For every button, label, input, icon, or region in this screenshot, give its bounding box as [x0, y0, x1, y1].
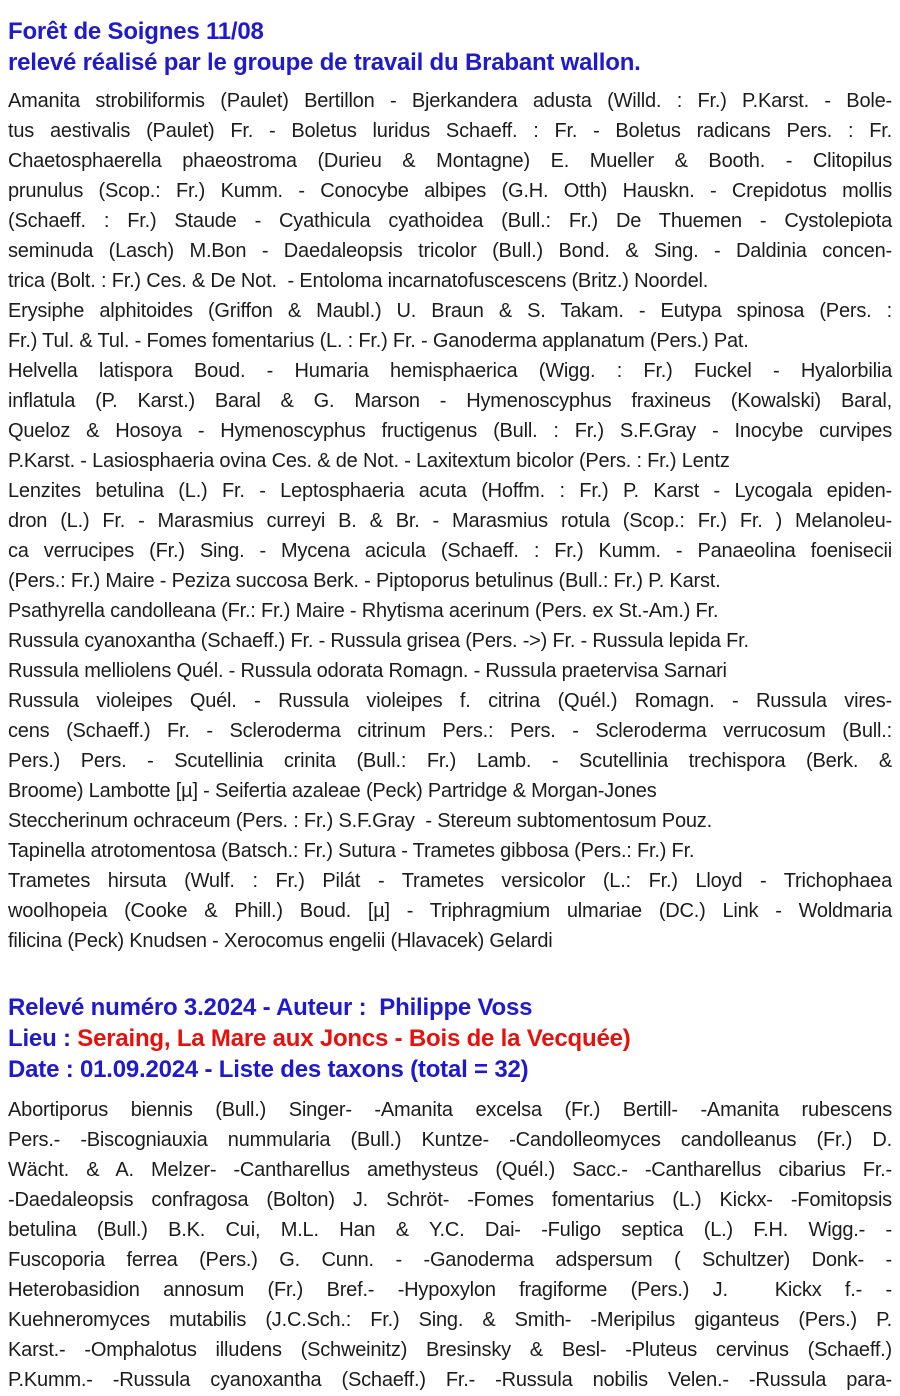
species-text-line: tus aestivalis (Paulet) Fr. - Boletus luridus Schaeff. : Fr. - Boletus radicans Pers. : Fr.	[8, 120, 892, 142]
survey-1-subtitle: relevé réalisé par le groupe de travail du Brabant wallon.	[8, 49, 641, 76]
survey-1-heading	[8, 16, 892, 78]
species-text-line: Fuscoporia ferrea (Pers.) G. Cunn. - -Ganoderma adspersum ( Schultzer) Donk- -	[8, 1249, 892, 1271]
species-text-line: seminuda (Lasch) M.Bon - Daedaleopsis tricolor (Bull.) Bond. & Sing. - Daldinia concen-	[8, 240, 892, 262]
species-text-line: Heterobasidion annosum (Fr.) Bref.- -Hypoxylon fragiforme (Pers.) J. Kickx f.- -	[8, 1279, 892, 1301]
species-text-line: Kuehneromyces mutabilis (J.C.Sch.: Fr.) Sing. & Smith- -Meripilus giganteus (Pers.) P.	[8, 1309, 892, 1331]
survey-2-title: Relevé numéro 3.2024 - Auteur : Philippe Voss	[8, 994, 533, 1021]
species-text-line: Russula cyanoxantha (Schaeff.) Fr. - Russula grisea (Pers. ->) Fr. - Russula lepida Fr.	[8, 630, 749, 652]
survey-1-title: Forêt de Soignes 11/08	[8, 18, 264, 45]
species-text-line: woolhopeia (Cooke & Phill.) Boud. [µ] - Triphragmium ulmariae (DC.) Link - Woldmaria	[8, 900, 892, 922]
species-text-line: Russula violeipes Quél. - Russula violeipes f. citrina (Quél.) Romagn. - Russula vires-	[8, 690, 892, 712]
species-text-line: P.Kumm.- -Russula cyanoxantha (Schaeff.) Fr.- -Russula nobilis Velen.- -Russula para-	[8, 1369, 892, 1391]
species-text-line: -Daedaleopsis confragosa (Bolton) J. Schröt- -Fomes fomentarius (L.) Kickx- -Fomitopsis	[8, 1189, 892, 1211]
species-text-line: Lenzites betulina (L.) Fr. - Leptosphaeria acuta (Hoffm. : Fr.) P. Karst - Lycogala epiden-	[8, 480, 892, 502]
species-text-line: P.Karst. - Lasiosphaeria ovina Ces. & de Not. - Laxitextum bicolor (Pers. : Fr.) Lentz	[8, 450, 730, 472]
species-text-line: filicina (Peck) Knudsen - Xerocomus engelii (Hlavacek) Gelardi	[8, 930, 553, 952]
species-text-line: Tapinella atrotomentosa (Batsch.: Fr.) Sutura - Trametes gibbosa (Pers.: Fr.) Fr.	[8, 840, 695, 862]
location-value: Seraing, La Mare aux Joncs - Bois de la Vecquée)	[77, 1025, 631, 1052]
survey-2-date-line: Date : 01.09.2024 - Liste des taxons (total = 32)	[8, 1056, 529, 1083]
species-text-line: trica (Bolt. : Fr.) Ces. & De Not. - Entoloma incarnatofuscescens (Britz.) Noordel.	[8, 270, 709, 292]
species-text-line: ca verrucipes (Fr.) Sing. - Mycena acicula (Schaeff. : Fr.) Kumm. - Panaeolina foenisecii	[8, 540, 892, 562]
species-text-line: cens (Schaeff.) Fr. - Scleroderma citrinum Pers.: Pers. - Scleroderma verrucosum (Bull.:	[8, 720, 892, 742]
species-text-line: Steccherinum ochraceum (Pers. : Fr.) S.F.Gray - Stereum subtomentosum Pouz.	[8, 810, 712, 832]
species-text-line: Chaetosphaerella phaeostroma (Durieu & Montagne) E. Mueller & Booth. - Clitopilus	[8, 150, 892, 172]
species-text-line: Erysiphe alphitoides (Griffon & Maubl.) U. Braun & S. Takam. - Eutypa spinosa (Pers. :	[8, 300, 892, 322]
species-text-line: betulina (Bull.) B.K. Cui, M.L. Han & Y.C. Dai- -Fuligo septica (L.) F.H. Wigg.- -	[8, 1219, 892, 1241]
species-text-line: dron (L.) Fr. - Marasmius curreyi B. & Br. - Marasmius rotula (Scop.: Fr.) Fr. ) Melanoleu-	[8, 510, 892, 532]
location-label: Lieu :	[8, 1025, 78, 1052]
species-text-line: (Pers.: Fr.) Maire - Peziza succosa Berk. - Piptoporus betulinus (Bull.: Fr.) P. Karst.	[8, 570, 721, 592]
species-list-2	[8, 1095, 892, 1395]
species-text-line: Helvella latispora Boud. - Humaria hemisphaerica (Wigg. : Fr.) Fuckel - Hyalorbilia	[8, 360, 892, 382]
species-text-line: Abortiporus biennis (Bull.) Singer- -Amanita excelsa (Fr.) Bertill- -Amanita rubescens	[8, 1099, 892, 1121]
species-text-line: Pers.- -Biscogniauxia nummularia (Bull.) Kuntze- -Candolleomyces candolleanus (Fr.) D.	[8, 1129, 892, 1151]
species-list-1	[8, 86, 892, 956]
species-text-line: Wächt. & A. Melzer- -Cantharellus amethysteus (Quél.) Sacc.- -Cantharellus cibarius Fr.-	[8, 1159, 892, 1181]
species-text-line: Broome) Lambotte [µ] - Seifertia azaleae (Peck) Partridge & Morgan-Jones	[8, 780, 657, 802]
species-text-line: (Schaeff. : Fr.) Staude - Cyathicula cyathoidea (Bull.: Fr.) De Thuemen - Cystolepiota	[8, 210, 892, 232]
species-text-line: inflatula (P. Karst.) Baral & G. Marson - Hymenoscyphus fraxineus (Kowalski) Baral,	[8, 390, 892, 412]
species-text-line: Fr.) Tul. & Tul. - Fomes fomentarius (L. : Fr.) Fr. - Ganoderma applanatum (Pers.) Pat.	[8, 330, 749, 352]
survey-2-location-line	[8, 1023, 892, 1054]
species-text-line: Russula melliolens Quél. - Russula odorata Romagn. - Russula praetervisa Sarnari	[8, 660, 727, 682]
survey-2-heading	[8, 992, 892, 1085]
species-text-line: prunulus (Scop.: Fr.) Kumm. - Conocybe albipes (G.H. Otth) Hauskn. - Crepidotus mollis	[8, 180, 892, 202]
species-text-line: Trametes hirsuta (Wulf. : Fr.) Pilát - Trametes versicolor (L.: Fr.) Lloyd - Trichophaea	[8, 870, 892, 892]
species-text-line: Karst.- -Omphalotus illudens (Schweinitz) Bresinsky & Besl- -Pluteus cervinus (Schaeff.)	[8, 1339, 892, 1361]
species-text-line: Pers.) Pers. - Scutellinia crinita (Bull.: Fr.) Lamb. - Scutellinia trechispora (Berk. &	[8, 750, 892, 772]
species-text-line: Amanita strobiliformis (Paulet) Bertillon - Bjerkandera adusta (Willd. : Fr.) P.Karst. - Bole-	[8, 90, 892, 112]
species-text-line: Psathyrella candolleana (Fr.: Fr.) Maire - Rhytisma acerinum (Pers. ex St.-Am.) Fr.	[8, 600, 719, 622]
species-text-line: Queloz & Hosoya - Hymenoscyphus fructigenus (Bull. : Fr.) S.F.Gray - Inocybe curvipes	[8, 420, 892, 442]
